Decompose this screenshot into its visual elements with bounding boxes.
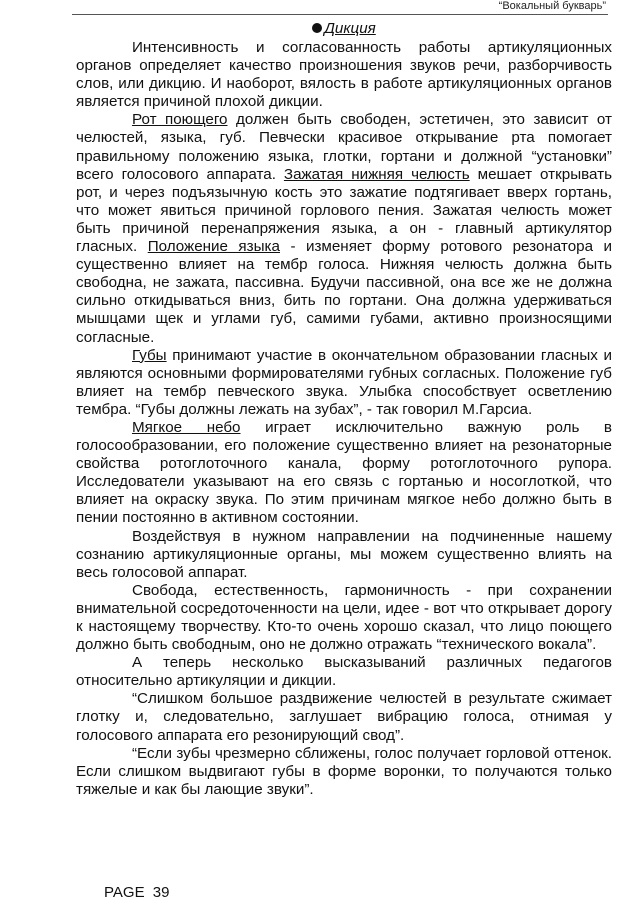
paragraph-text: Интенсивность и согласованность работы артикуляционных органов определяет качество произношения звуков речи, разборчивость слов, или дикцию. И наоборот, вялость в работе артикуляционных органов является причиной плохой дикции.: [76, 39, 612, 111]
section-heading: [76, 20, 612, 38]
paragraph-text: мешает открывать рот, и через подъязычную кость это зажатие подтягивает вверх гортань, что может явиться причиной горлового пения. Зажатая челюсть может быть причиной перенапряжения языка, а он - главный артикулятор гласных.: [76, 165, 612, 256]
paragraph: [76, 690, 612, 744]
underlined-term: Губы: [132, 346, 167, 364]
paragraph-text: должен быть свободен, эстетичен, это зависит от челюстей, языка, губ. Певчески красивое открывание рта помогает правильному положению языка, глотки, гортани и должной “установки” всего голосового аппарата.: [76, 111, 612, 183]
header-rule: [72, 14, 608, 15]
paragraph-text: играет исключительно важную роль в голосообразовании, его положение существенно влияет на резонаторные свойства ротоглоточного канала, форму ротоглоточного рупора. Исследователи указывают на его связь с гортанью и носоглоткой, что влияет на окраску звука. По этим причинам мягкое небо должно быть в пении постоянно в активном состоянии.: [76, 418, 613, 527]
paragraph-text: - изменяет форму ротового резонатора и существенно влияет на тембр голоса. Нижняя челюсть должна быть свободна, не зажата, пассивна. Будучи пассивной, она все же не должна сильно откидываться вниз, бить по гортани. Она должна удерживаться мышцами щек и углами губ, самими губами, активно произносящими согласные.: [76, 238, 612, 346]
paragraph: [76, 528, 612, 582]
page-number: PAGE 39: [104, 884, 170, 901]
paragraph-text: принимают участие в окончательном образовании гласных и являются основными формирователями губных согласных. Положение губ влияет на тембр певческого звука. Улыбка способствует осветлению тембра. “Губы должны лежать на зубах”, - так говорил М.Гарсиа.: [76, 346, 612, 418]
main-text: [76, 20, 612, 799]
paragraph: [76, 39, 612, 111]
paragraph: [76, 654, 612, 690]
paragraph: [76, 347, 612, 419]
paragraph-text: “Слишком большое раздвижение челюстей в результате сжимает глотку и, следовательно, заглушает вибрацию голоса, отнимая у голосового аппарата его резонирующий свод”.: [76, 690, 612, 744]
paragraph: [76, 419, 612, 528]
section-title: Дикция: [324, 20, 376, 37]
underlined-term: Рот поющего: [132, 111, 228, 129]
paragraph: [76, 111, 612, 346]
running-header: “Вокальный букварь”: [498, 0, 606, 12]
paragraph-text: А теперь несколько высказываний различных педагогов относительно артикуляции и дикции.: [76, 654, 612, 690]
underlined-term: Мягкое небо: [132, 418, 241, 436]
paragraph: [76, 582, 612, 654]
paragraph: [76, 745, 612, 799]
paragraph-text: Воздействуя в нужном направлении на подчиненные нашему сознанию артикуляционные органы, мы можем существенно влиять на весь голосовой аппарат.: [76, 527, 612, 581]
underlined-term: Положение языка: [147, 238, 280, 256]
underlined-term: Зажатая нижняя челюсть: [283, 165, 470, 183]
paragraph-text: “Если зубы чрезмерно сближены, голос получает горловой оттенок. Если слишком выдвигают губы в форме воронки, то получаются только тяжелые и как бы лающие звуки”.: [76, 744, 612, 798]
bullet-icon: [312, 23, 322, 33]
paragraph-text: Свобода, естественность, гармоничность - при сохранении внимательной сосредоточенности на цели, идее - вот что открывает дорогу к настоящему творчеству. Кто-то очень хорошо сказал, что лицо поющего должно быть свободным, оно не должно отражать “технического вокала”.: [76, 581, 612, 654]
paragraph-list: [76, 39, 612, 799]
